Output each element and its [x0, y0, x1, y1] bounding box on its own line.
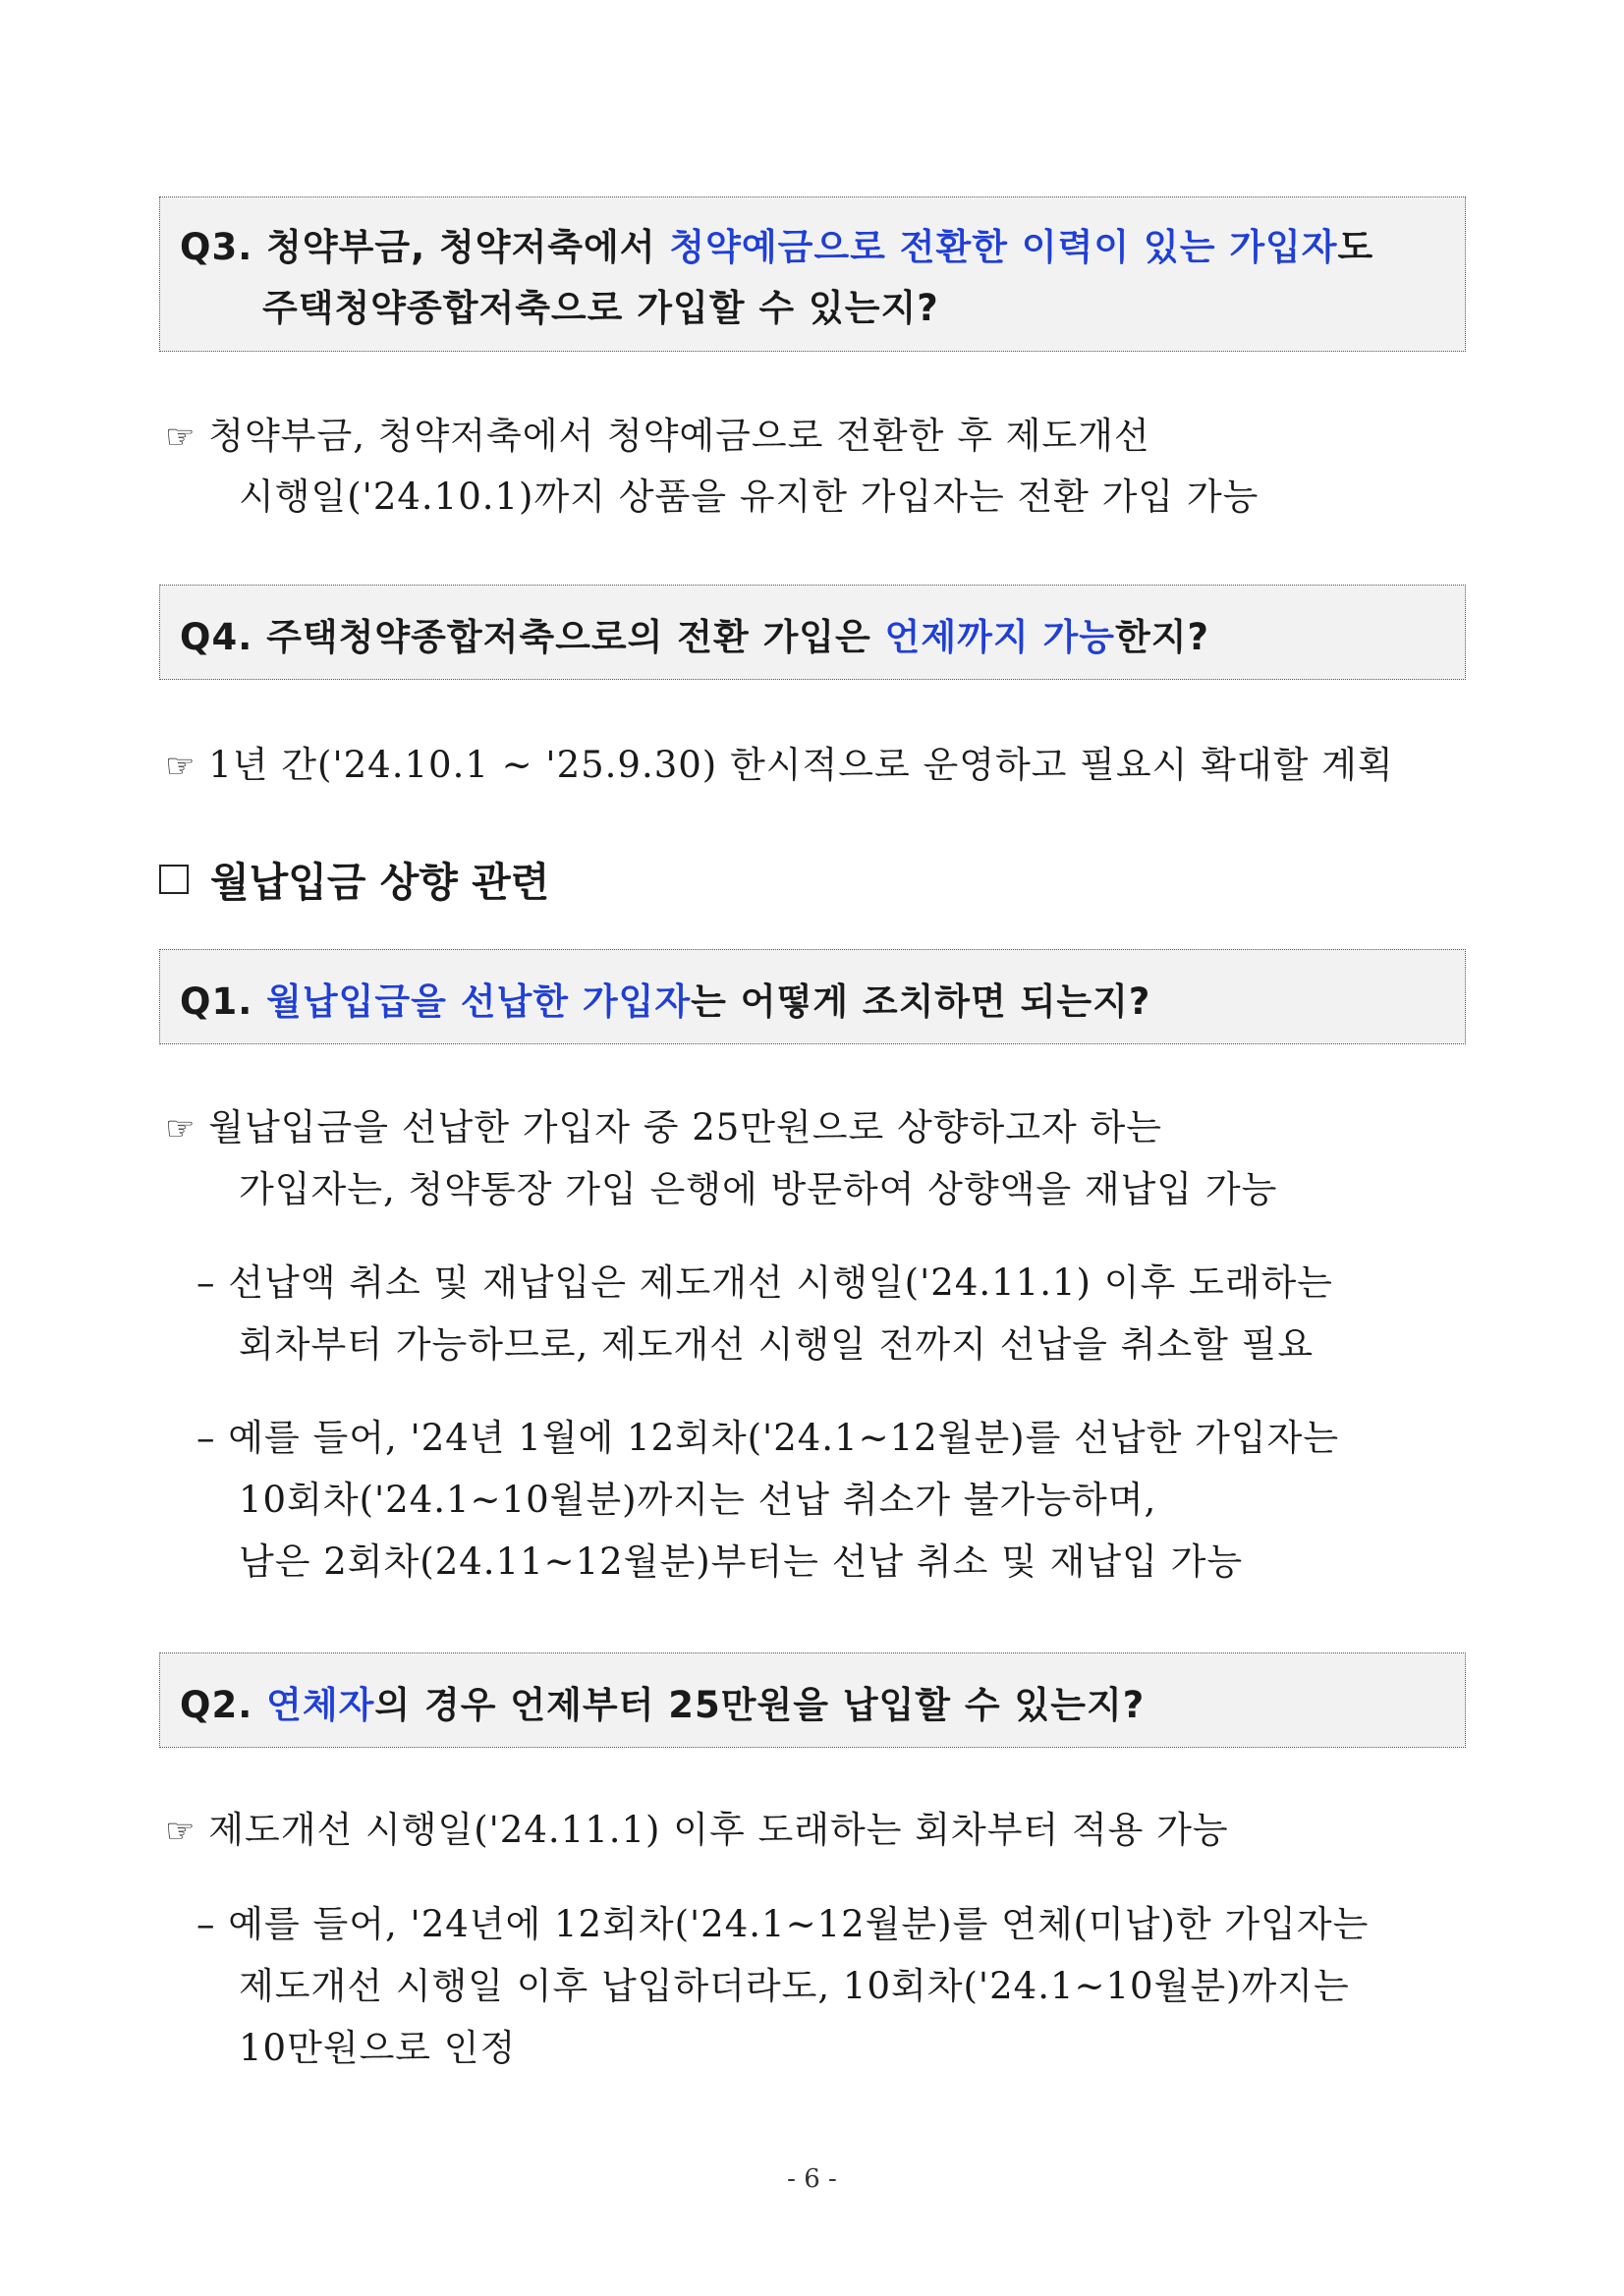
- q1-bullet2-text1: 예를 들어, '24년 1월에 12회차('24.1~12월분)를 선납한 가입자는: [228, 1417, 1340, 1459]
- q4-answer-line1: [165, 735, 1394, 788]
- q3-text-pre: 청약부금, 청약저축에서: [266, 226, 670, 268]
- pointing-hand-icon: ☞: [165, 1109, 196, 1148]
- pointing-hand-icon: ☞: [165, 747, 196, 786]
- checkbox-square-icon: [159, 865, 189, 894]
- q2-bullet1-line2: 제도개선 시행일 이후 납입하더라도, 10회차('24.1~10월분)까지는: [239, 1965, 1350, 2007]
- pointing-hand-icon: ☞: [165, 418, 196, 457]
- section-heading: [159, 850, 549, 908]
- q3-number: Q3.: [180, 226, 253, 268]
- q1-bullet1-line1: [196, 1253, 1333, 1306]
- section-title: 월납입금 상향 관련: [210, 859, 550, 906]
- q2-question-line: [180, 1675, 1145, 1728]
- q2-answer-text1: 제도개선 시행일('24.11.1) 이후 도래하는 회차부터 적용 가능: [208, 1809, 1229, 1851]
- q1-answer-line1: [165, 1097, 1162, 1150]
- q1-answer-text1: 월납입금을 선납한 가입자 중 25만원으로 상향하고자 하는: [208, 1106, 1162, 1148]
- q3-question-line1: [180, 217, 1373, 270]
- q2-answer-line1: [165, 1800, 1229, 1853]
- q3-answer-line2: 시행일('24.10.1)까지 상품을 유지한 가입자는 전환 가입 가능: [239, 476, 1260, 518]
- q4-text-post: 한지?: [1115, 616, 1209, 658]
- q2-question-box: [159, 1652, 1466, 1748]
- q4-question-box: [159, 585, 1466, 680]
- q2-text-post: 의 경우 언제부터 25만원을 납입할 수 있는지?: [374, 1684, 1146, 1726]
- q2-bullet1-text1: 예를 들어, '24년에 12회차('24.1~12월분)를 연체(미납)한 가입자는: [228, 1903, 1370, 1945]
- q1-number: Q1.: [180, 980, 253, 1023]
- q1-answer-line2: 가입자는, 청약통장 가입 은행에 방문하여 상향액을 재납입 가능: [239, 1168, 1278, 1210]
- q3-question-line2: 주택청약종합저축으로 가입할 수 있는지?: [262, 287, 939, 329]
- q1-bullet1-text1: 선납액 취소 및 재납입은 제도개선 시행일('24.11.1) 이후 도래하는: [228, 1261, 1333, 1304]
- q4-number: Q4.: [180, 616, 253, 658]
- q1-bullet2-line1: [196, 1408, 1339, 1461]
- q3-highlight: 청약예금으로 전환한 이력이 있는 가입자: [669, 226, 1338, 268]
- q1-text-post: 는 어떻게 조치하면 되는지?: [691, 980, 1151, 1023]
- q3-question-box: [159, 196, 1466, 352]
- page-number: - 6 -: [787, 2164, 837, 2194]
- q2-highlight: 연체자: [266, 1684, 375, 1726]
- q1-bullet2-line3: 남은 2회차(24.11~12월분)부터는 선납 취소 및 재납입 가능: [239, 1540, 1244, 1583]
- q4-highlight: 언제까지 가능: [884, 616, 1116, 658]
- q2-bullet1-line1: [196, 1894, 1369, 1947]
- pointing-hand-icon: ☞: [165, 1812, 196, 1851]
- q2-number: Q2.: [180, 1684, 253, 1726]
- q1-question-line: [180, 972, 1150, 1025]
- q3-answer-text1: 청약부금, 청약저축에서 청약예금으로 전환한 후 제도개선: [208, 415, 1150, 457]
- q3-answer-line1: [165, 406, 1150, 459]
- q4-answer-text1: 1년 간('24.10.1 ~ '25.9.30) 한시적으로 운영하고 필요시 확대할 계획: [208, 744, 1394, 786]
- dash-marker: –: [196, 1903, 216, 1945]
- q1-question-box: [159, 949, 1466, 1044]
- dash-marker: –: [196, 1261, 216, 1304]
- q1-bullet1-line2: 회차부터 가능하므로, 제도개선 시행일 전까지 선납을 취소할 필요: [239, 1323, 1315, 1366]
- q2-bullet1-line3: 10만원으로 인정: [239, 2027, 517, 2069]
- q1-highlight: 월납입급을 선납한 가입자: [266, 980, 692, 1023]
- dash-marker: –: [196, 1417, 216, 1459]
- q4-text-pre: 주택청약종합저축으로의 전환 가입은: [266, 616, 885, 658]
- q3-text-post: 도: [1337, 226, 1374, 268]
- q1-bullet2-line2: 10회차('24.1~10월분)까지는 선납 취소가 불가능하며,: [239, 1479, 1157, 1521]
- q4-question-line: [180, 607, 1209, 660]
